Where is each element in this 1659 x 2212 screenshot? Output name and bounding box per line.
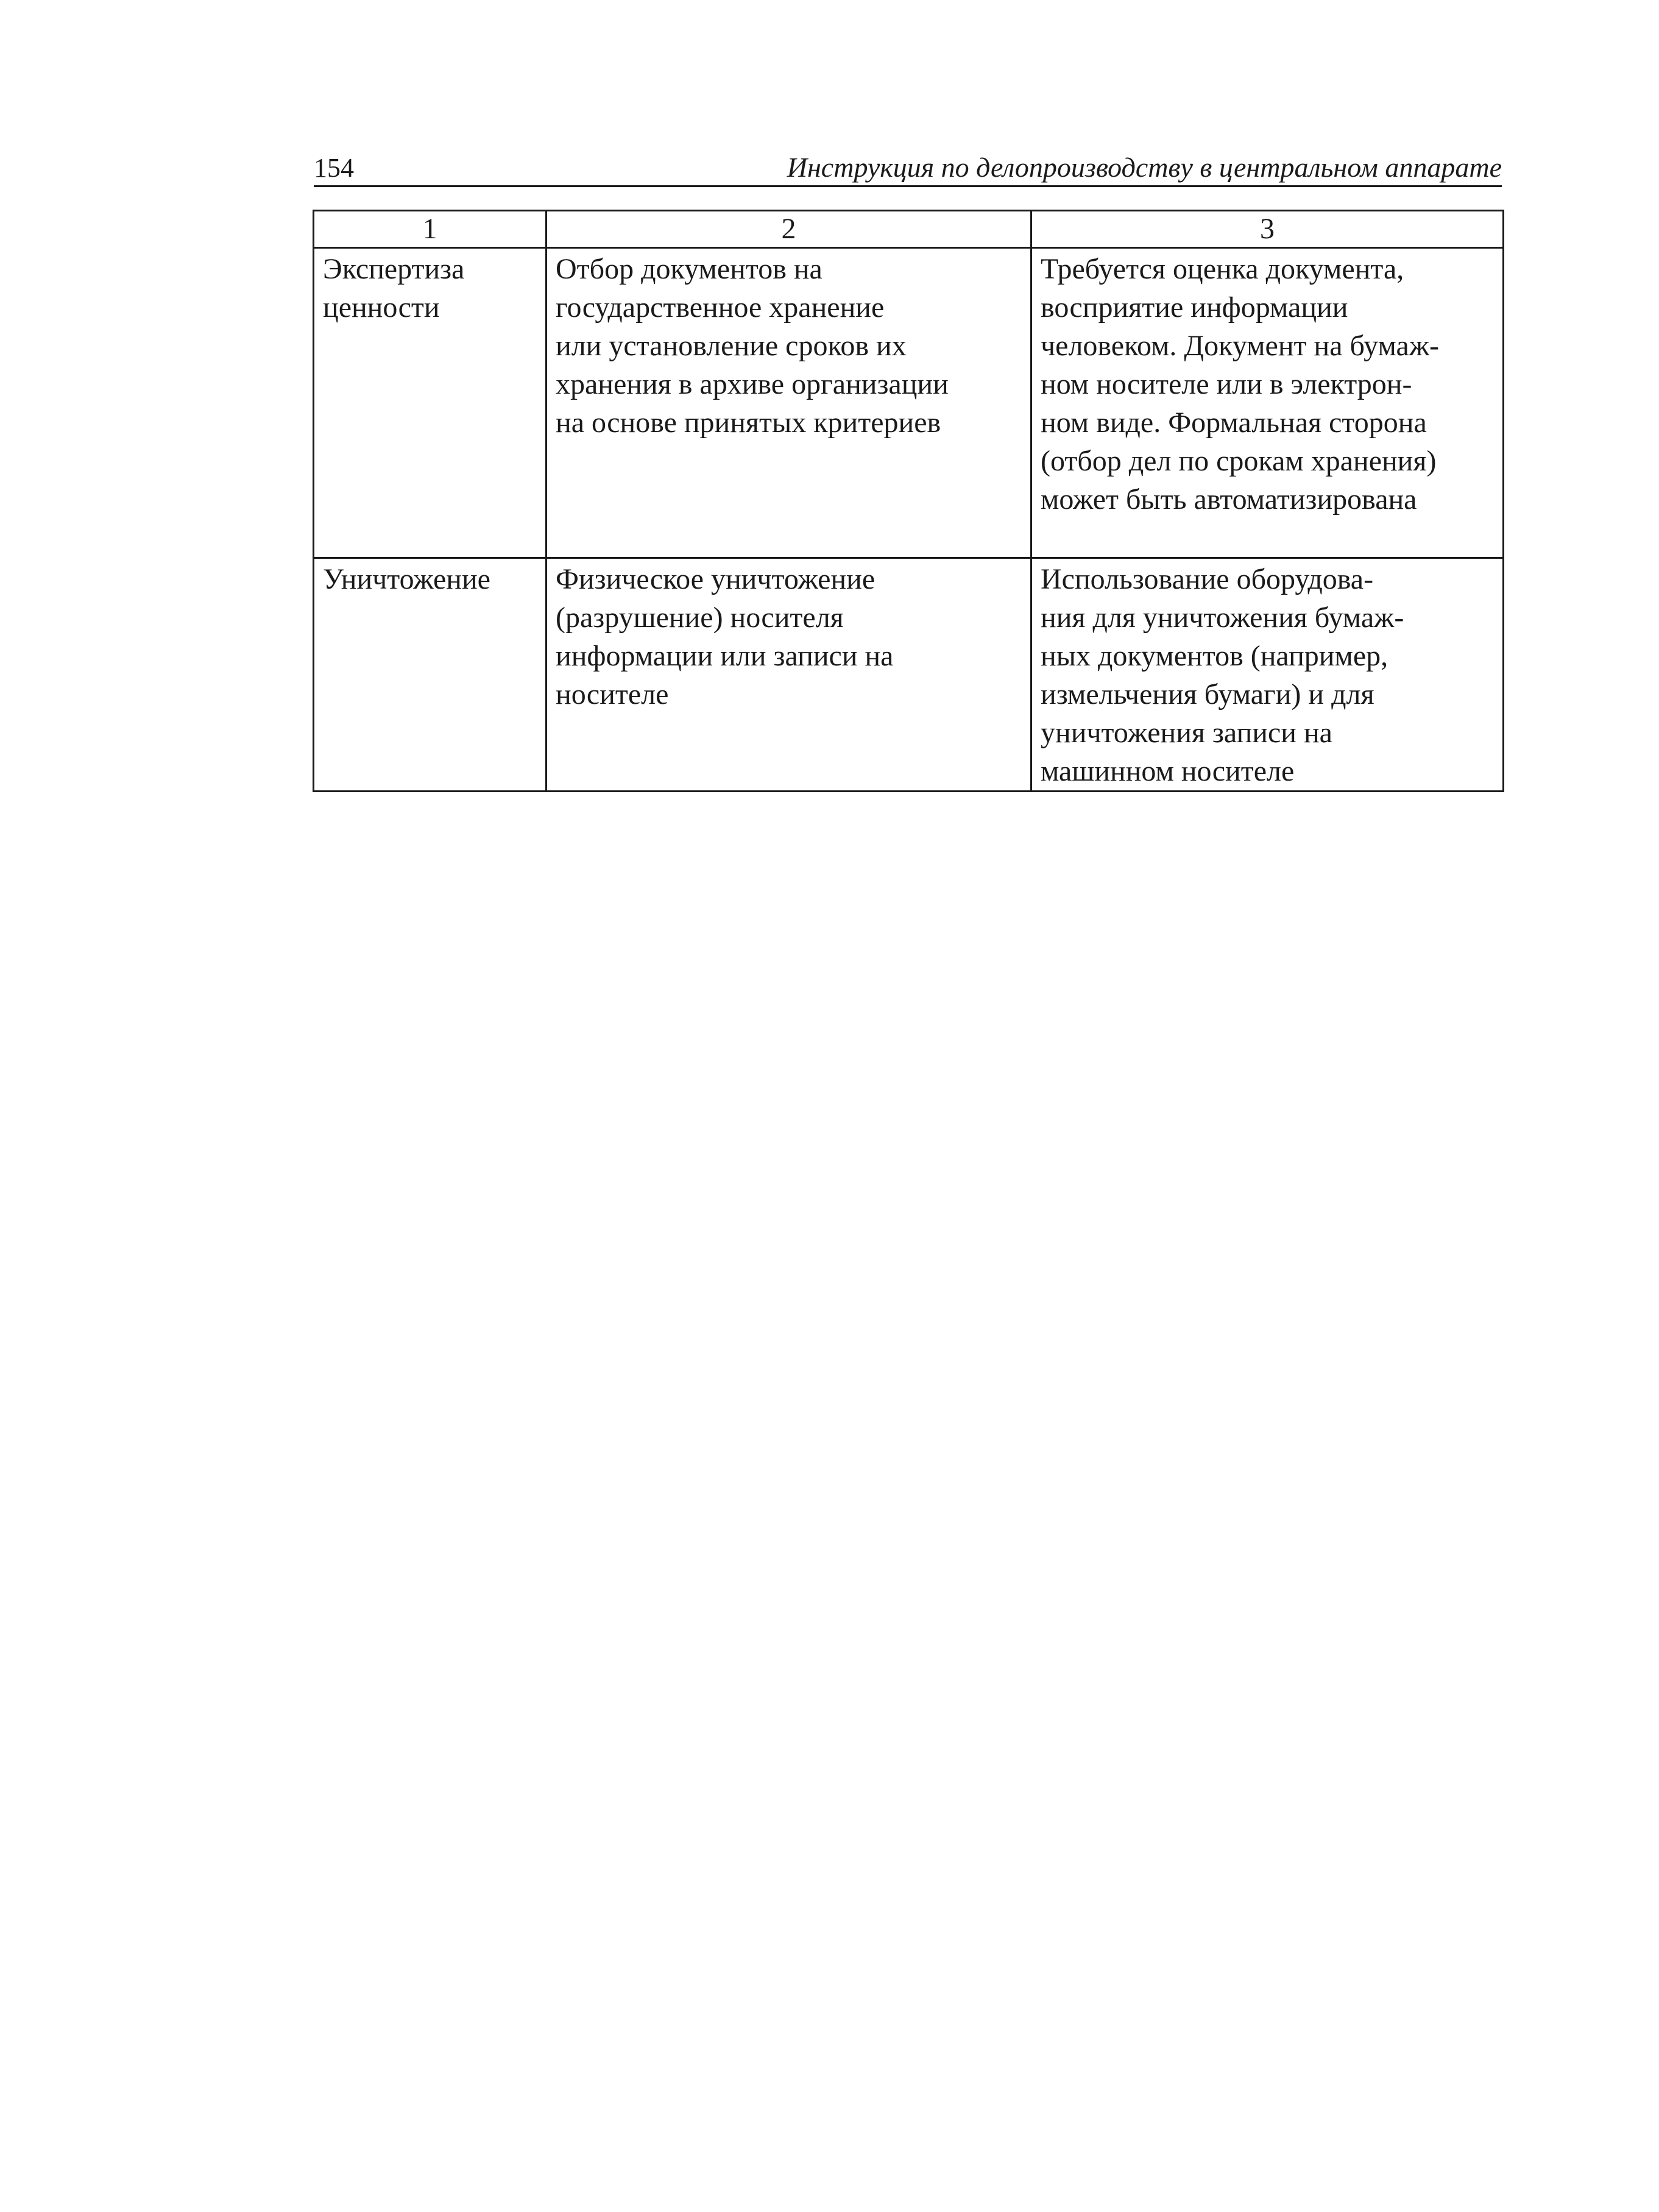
cell-line: хранения в архиве организации (556, 368, 949, 400)
page-header (314, 146, 1502, 187)
cell-line: информации или записи на (556, 640, 894, 672)
cell-line: ном виде. Формальная сторона (1041, 406, 1427, 439)
cell-line: ном носителе или в электрон- (1041, 368, 1412, 400)
cell-line: Требуется оценка документа, (1041, 253, 1404, 285)
table-cell-description (547, 248, 1031, 558)
column-number-3: 3 (1031, 211, 1504, 248)
table-row (314, 558, 1504, 792)
cell-line: может быть автоматизирована (1041, 483, 1417, 516)
cell-line: на основе принятых критериев (556, 406, 941, 439)
cell-line: Экспертиза (323, 253, 465, 285)
column-number-row (314, 211, 1504, 248)
cell-line: ценности (323, 291, 440, 324)
cell-line: ных документов (например, (1041, 640, 1388, 672)
table-cell-description (547, 558, 1031, 792)
cell-line: уничтожения записи на (1041, 717, 1332, 749)
cell-line: ния для уничтожения бумаж- (1041, 601, 1404, 634)
page-number: 154 (314, 153, 354, 183)
table-cell-stage (314, 248, 547, 558)
column-number-2: 2 (547, 211, 1031, 248)
cell-line: машинном носителе (1041, 755, 1295, 787)
table-cell-notes (1031, 248, 1504, 558)
table-cell-stage (314, 558, 547, 792)
document-table (313, 210, 1504, 792)
cell-line: или установление сроков их (556, 330, 907, 362)
column-number-1: 1 (314, 211, 547, 248)
cell-line: Использование оборудова- (1041, 563, 1374, 595)
cell-line: человеком. Документ на бумаж- (1041, 330, 1439, 362)
table-cell-notes (1031, 558, 1504, 792)
running-title: Инструкция по делопроизводству в центральном аппарате (787, 152, 1502, 183)
cell-line: измельчения бумаги) и для (1041, 678, 1374, 711)
cell-line: (разрушение) носителя (556, 601, 844, 634)
cell-line: (отбор дел по срокам хранения) (1041, 445, 1437, 477)
cell-line: государственное хранение (556, 291, 885, 324)
cell-line: восприятие информации (1041, 291, 1348, 324)
cell-line: Физическое уничтожение (556, 563, 875, 595)
cell-line: Уничтожение (323, 563, 490, 595)
table-row (314, 248, 1504, 558)
cell-line: Отбор документов на (556, 253, 822, 285)
cell-line: носителе (556, 678, 669, 711)
